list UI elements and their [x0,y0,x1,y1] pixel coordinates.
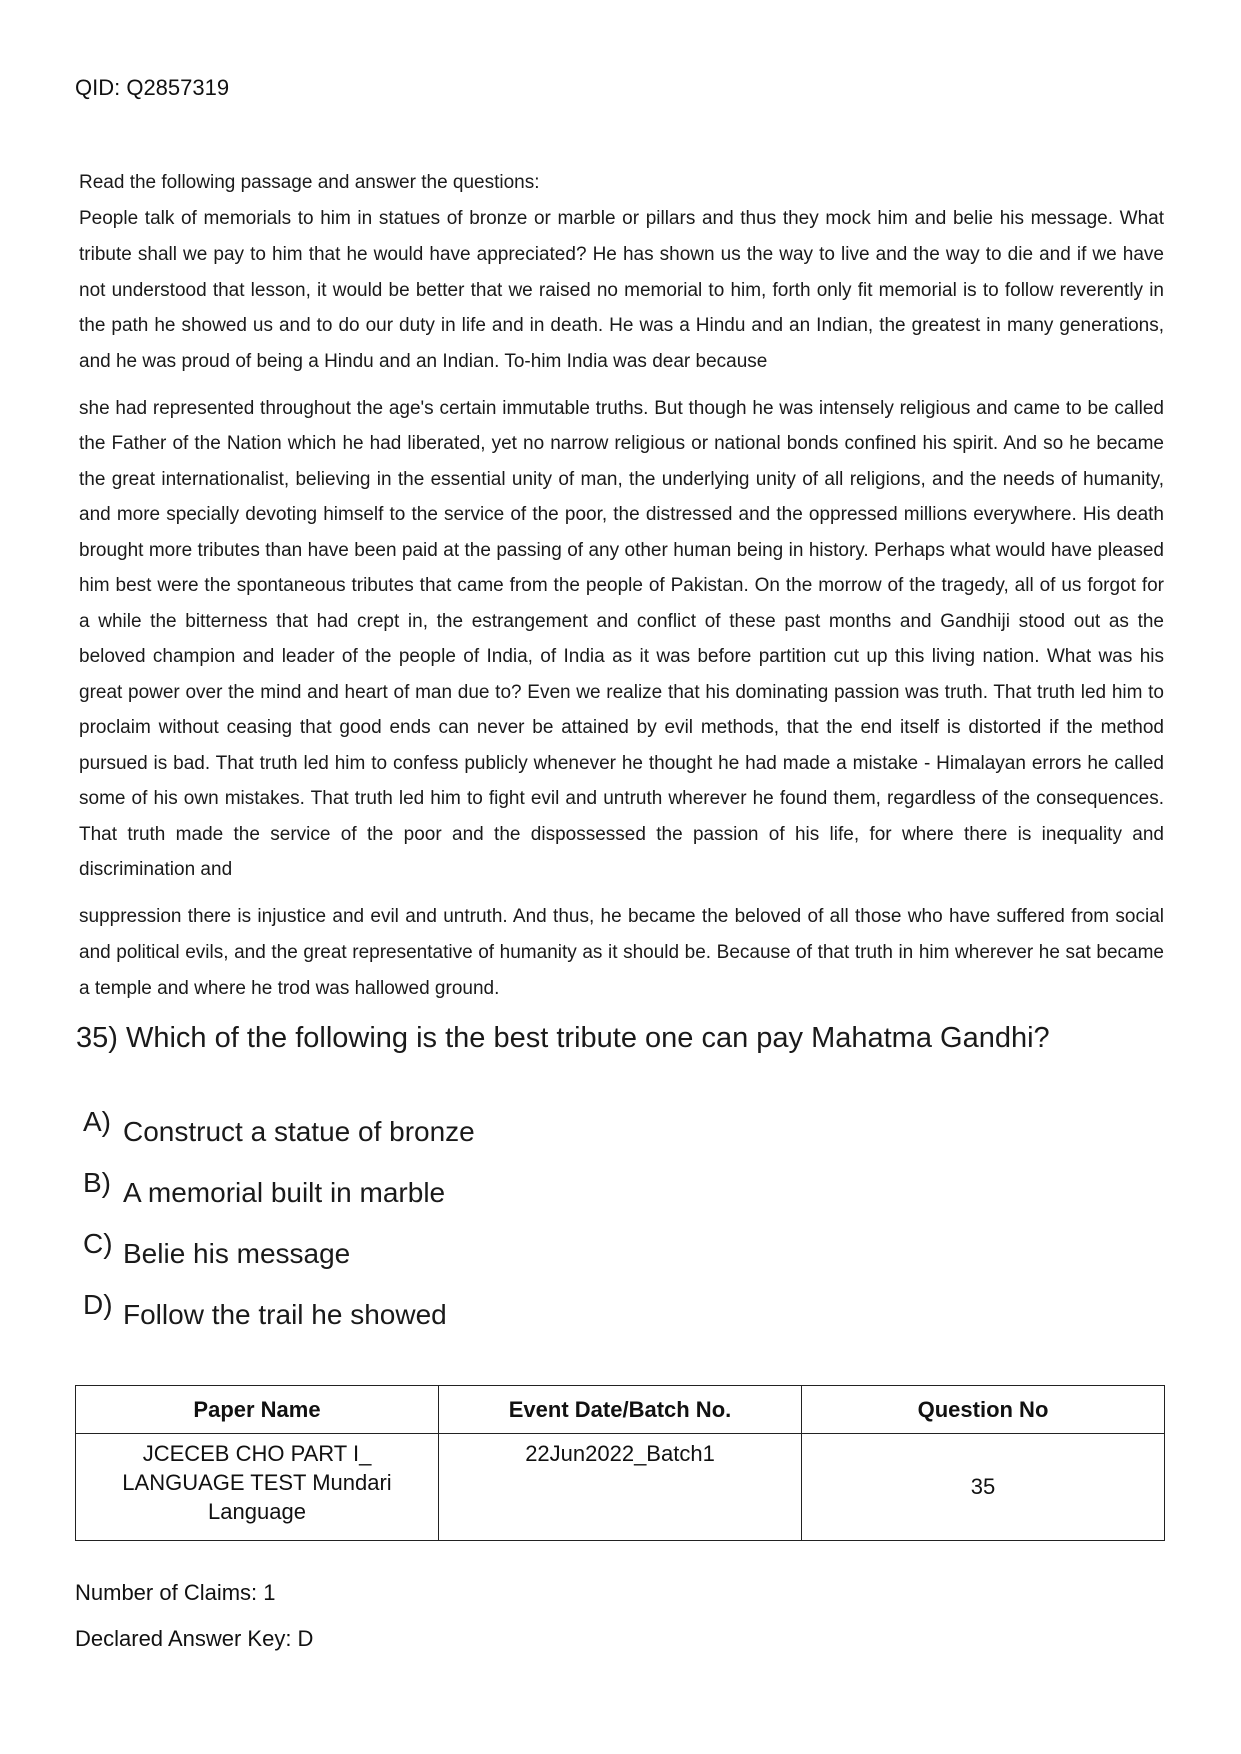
table-row [76,1434,1165,1541]
qid-label: QID: Q2857319 [75,75,230,100]
option-a [83,1106,475,1173]
option-c-letter: C) [83,1228,113,1259]
answer-options [83,1106,475,1356]
option-d [83,1289,475,1356]
option-c [83,1228,475,1295]
option-a-letter: A) [83,1106,111,1137]
option-b [83,1167,475,1234]
option-c-text: Belie his message [123,1238,351,1269]
cell-event-date: 22Jun2022_Batch1 [439,1434,802,1541]
paper-name-line-1: JCECEB CHO PART I_ [142,1441,372,1466]
declared-answer-key: Declared Answer Key: D [75,1626,314,1651]
option-d-text: Follow the trail he showed [123,1299,447,1330]
question-text: 35) Which of the following is the best tribute one can pay Mahatma Gandhi? [76,1022,1050,1054]
header-event-date: Event Date/Batch No. [439,1386,802,1434]
number-of-claims: Number of Claims: 1 [75,1580,276,1605]
table-header-row [76,1386,1165,1434]
passage-paragraph-3: suppression there is injustice and evil and untruth. And thus, he became the beloved of all those who have suffered from social and political evils, and the great representative of humanity as it should be. Because of that truth in him wherever he sat became a temple and where he trod was hallowed ground. [79,905,1164,999]
paper-name-line-2: LANGUAGE TEST Mundari [122,1470,392,1495]
passage [79,165,1164,1007]
passage-intro: Read the following passage and answer the questions: [79,172,540,193]
option-b-letter: B) [83,1167,111,1198]
passage-paragraph-2: she had represented throughout the age's certain immutable truths. But though he was intensely religious and came to be called the Father of the Nation which he had liberated, yet no narrow religious or national bonds confined his spirit. And so he became the great internationalist, believing in the essential unity of man, the underlying unity of all religions, and the needs of humanity, and more specially devoting himself to the service of the poor, the distressed and the oppressed millions everywhere. His death brought more tributes than have been paid at the passing of any other human being in history. Perhaps what would have pleased him best were the spontaneous tributes that came from the people of Pakistan. On the morrow of the tragedy, all of us forgot for a while the bitterness that had crept in, the estrangement and conflict of these past months and Gandhiji stood out as the beloved champion and leader of the people of India, of India as it was before partition cut up this living nation. What was his great power over the mind and heart of man due to? Even we realize that his dominating passion was truth. That truth led him to proclaim without ceasing that good ends can never be attained by evil methods, that the end itself is distorted if the method pursued is bad. That truth led him to confess publicly whenever he thought he had made a mistake - Himalayan errors he called some of his own mistakes. That truth led him to fight evil and untruth wherever he found them, regardless of the consequences. That truth made the service of the poor and the dispossessed the passion of his life, for where there is inequality and discrimination and [79,397,1164,881]
header-paper-name: Paper Name [76,1386,439,1434]
header-question-no: Question No [802,1386,1165,1434]
paper-info-table [75,1385,1165,1541]
option-b-text: A memorial built in marble [123,1177,446,1208]
option-a-text: Construct a statue of bronze [123,1116,475,1147]
paper-name-line-3: Language [208,1499,306,1524]
cell-paper-name [76,1434,439,1541]
option-d-letter: D) [83,1289,113,1320]
cell-question-no: 35 [802,1434,1165,1541]
passage-paragraph-1: People talk of memorials to him in statues of bronze or marble or pillars and thus they mock him and belie his message. What tribute shall we pay to him that he would have appreciated? He has shown us the way to live and the way to die and if we have not understood that lesson, it would be better that we raised no memorial to him, forth only fit memorial is to follow reverently in the path he showed us and to do our duty in life and in death. He was a Hindu and an Indian, the greatest in many generations, and he was proud of being a Hindu and an Indian. To-him India was dear because [79,208,1164,373]
